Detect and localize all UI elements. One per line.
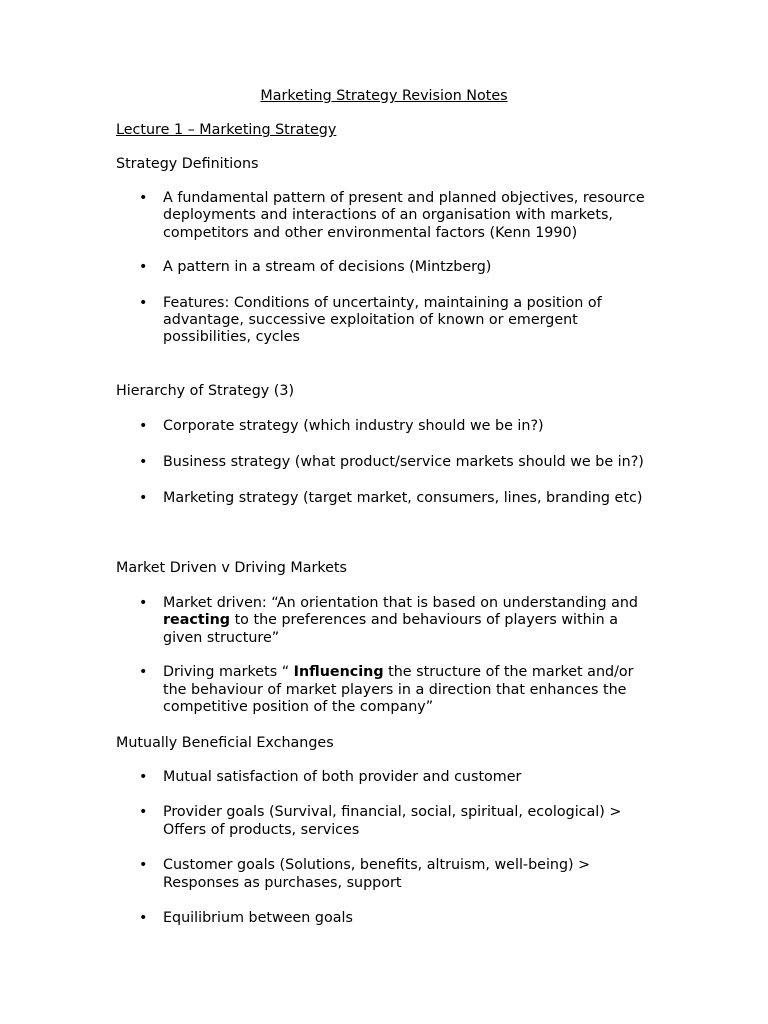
- bullet-item: • Equilibrium between goals: [116, 910, 656, 927]
- bullet-item: • A fundamental pattern of present and planned objectives, resource deployments and interactions of an organisation with markets, competitors and other environmental factors (Kenn 1990): [116, 190, 656, 242]
- bullet-list: [116, 418, 656, 507]
- bullet-item: • Driving markets “ Influencing the structure of the market and/or the behaviour of market players in a direction that enhances the competitive position of the company”: [116, 664, 656, 716]
- emphasis: reacting: [163, 612, 231, 629]
- bullet-item: • Market driven: “An orientation that is based on understanding and reacting to the preferences and behaviours of players within a given structure”: [116, 595, 656, 647]
- bullet-list: [116, 190, 656, 347]
- bullet-item: • A pattern in a stream of decisions (Mintzberg): [116, 259, 656, 276]
- section-heading: Market Driven v Driving Markets: [116, 560, 347, 576]
- document-title: Marketing Strategy Revision Notes: [260, 88, 508, 104]
- bullet-item: • Customer goals (Solutions, benefits, altruism, well-being) > Responses as purchases, support: [116, 857, 656, 892]
- bullet-item: • Business strategy (what product/service markets should we be in?): [116, 454, 656, 471]
- lecture-title: Lecture 1 – Marketing Strategy: [116, 122, 337, 138]
- bullet-item: • Marketing strategy (target market, consumers, lines, branding etc): [116, 490, 656, 507]
- bullet-item: • Provider goals (Survival, financial, social, spiritual, ecological) > Offers of products, services: [116, 804, 656, 839]
- bullet-item: • Corporate strategy (which industry should we be in?): [116, 418, 656, 435]
- section-heading: Mutually Beneficial Exchanges: [116, 735, 334, 751]
- bullet-list: [116, 595, 656, 716]
- bullet-item: • Features: Conditions of uncertainty, maintaining a position of advantage, successive exploitation of known or emergent possibilities, cycles: [116, 295, 656, 347]
- emphasis: Influencing: [293, 664, 384, 681]
- bullet-list: [116, 769, 656, 927]
- bullet-item: • Mutual satisfaction of both provider and customer: [116, 769, 656, 786]
- section-heading: Hierarchy of Strategy (3): [116, 383, 295, 399]
- section-heading: Strategy Definitions: [116, 156, 259, 172]
